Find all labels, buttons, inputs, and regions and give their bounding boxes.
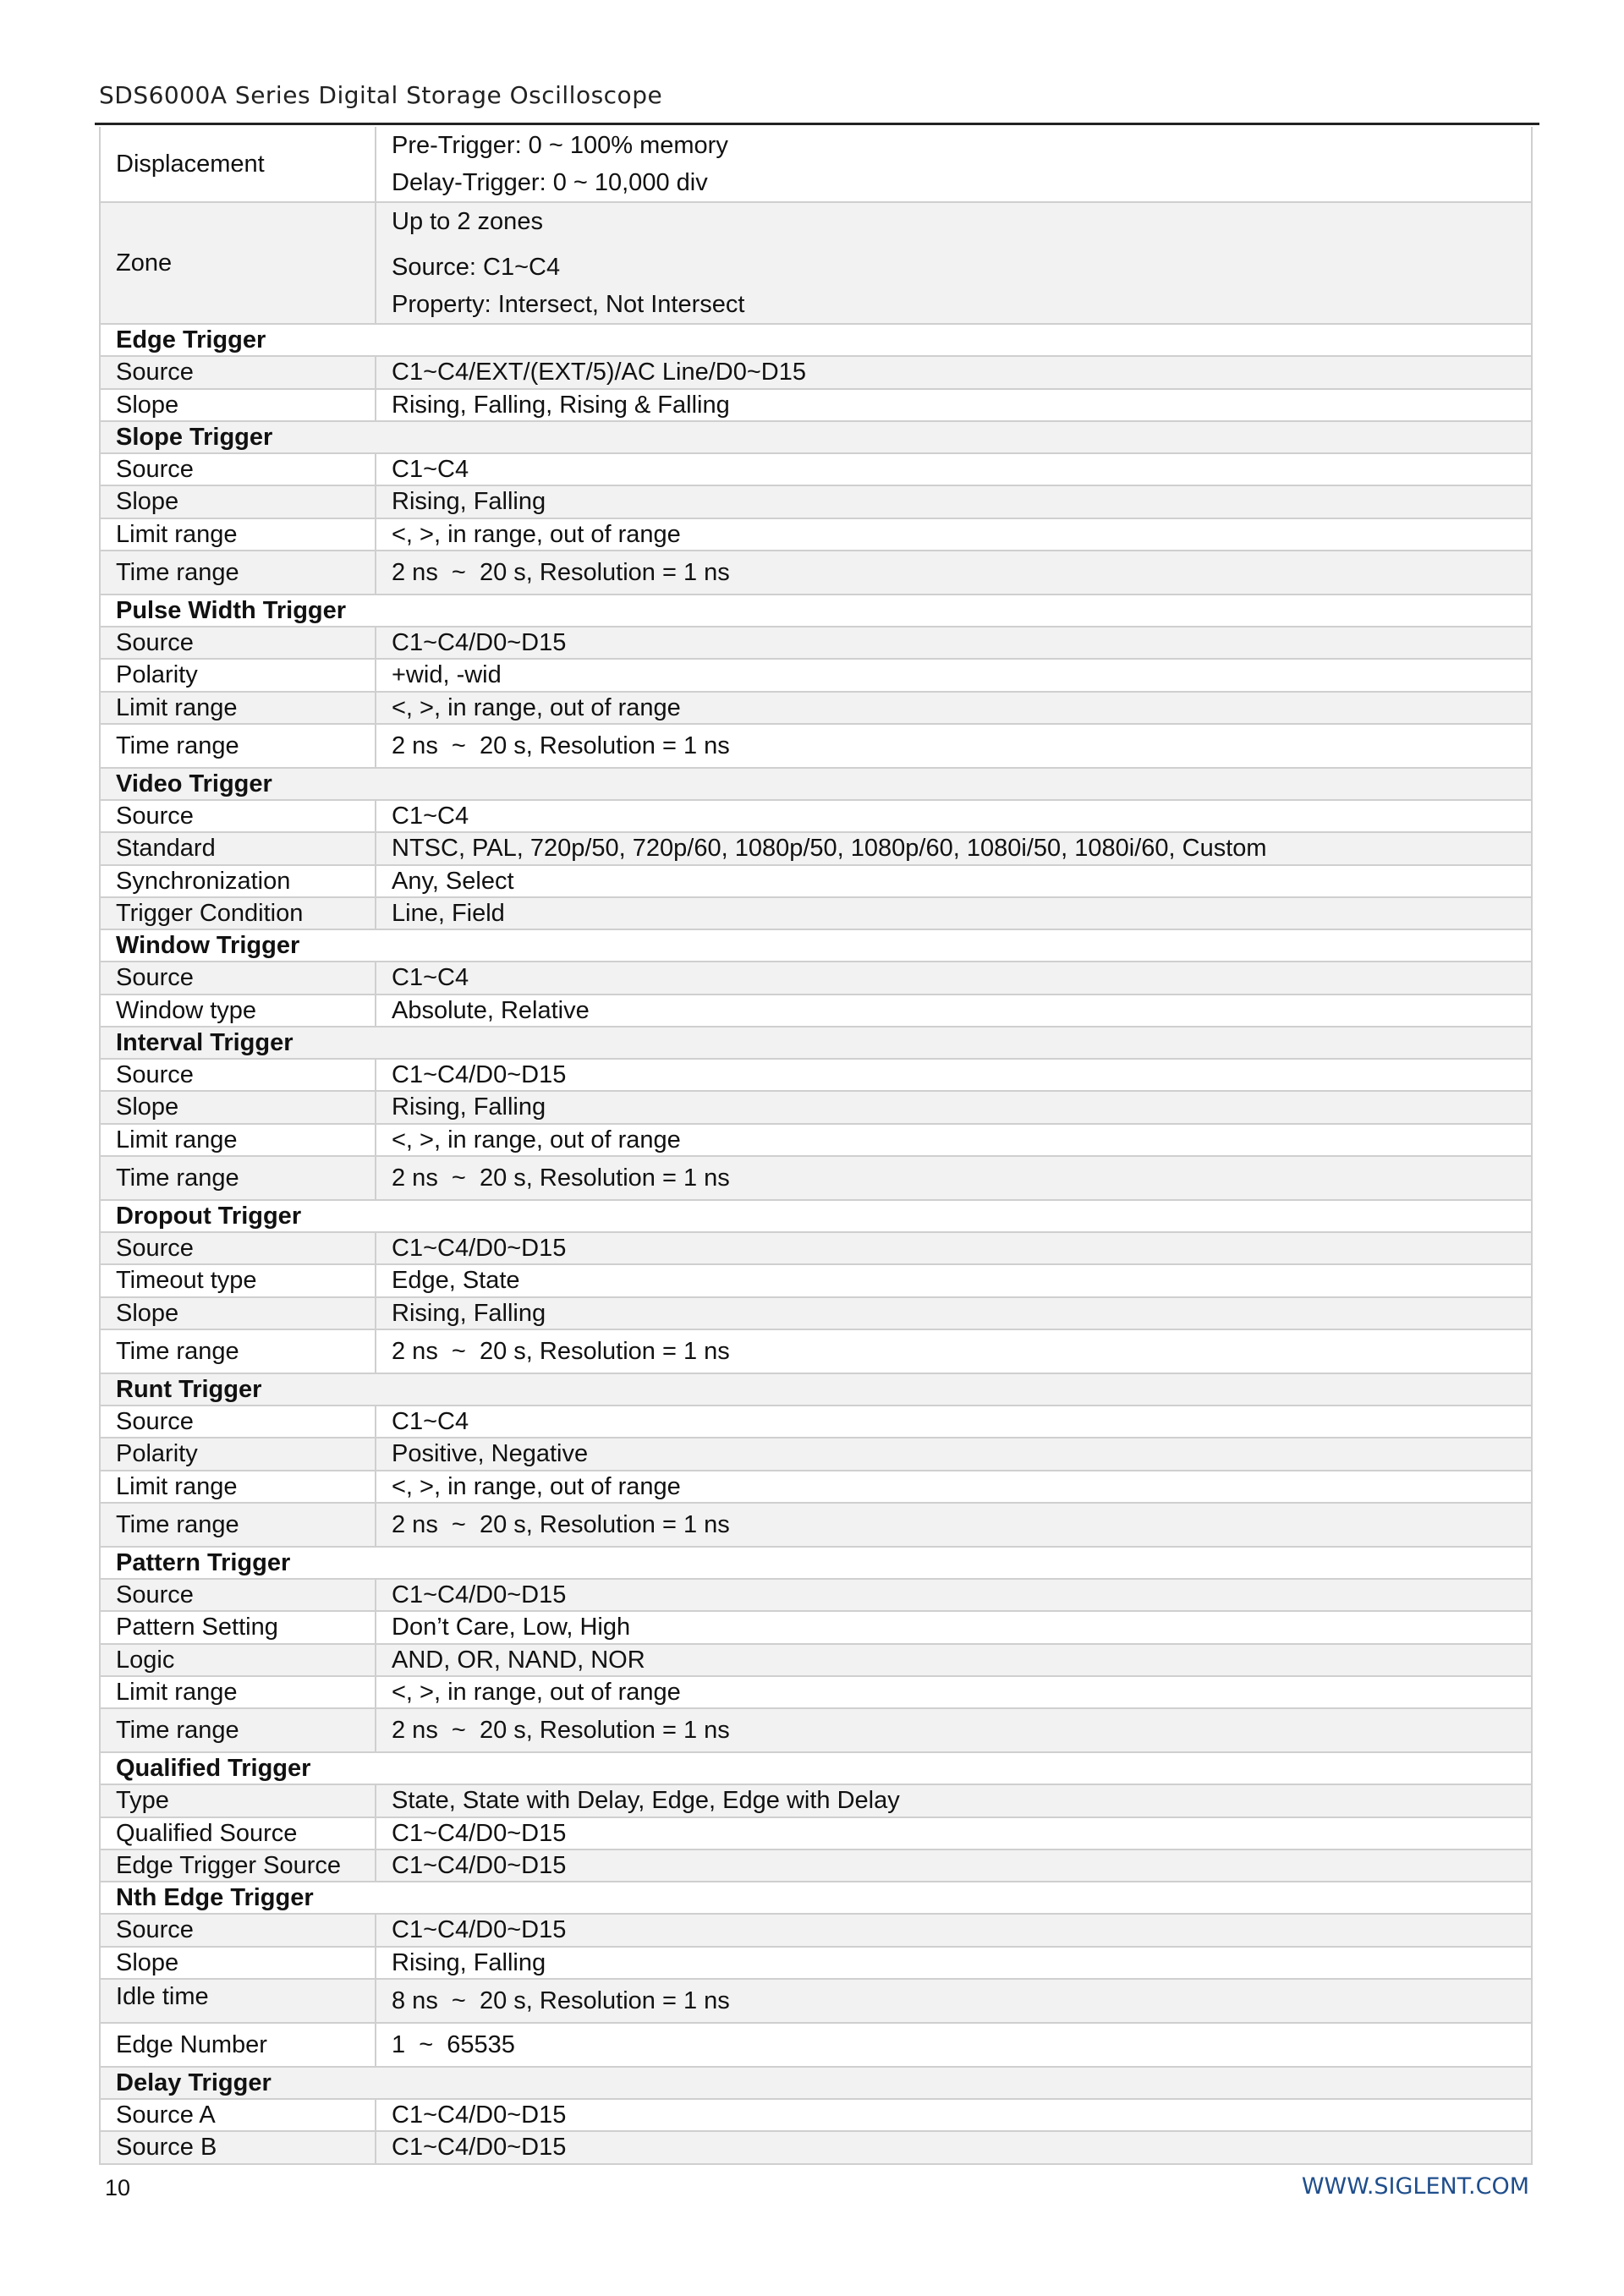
spec-table [99, 127, 1533, 2165]
row-label: Logic [100, 1644, 376, 1676]
row-label: Source [100, 1579, 376, 1611]
row-label: Source [100, 1232, 376, 1264]
row-value: Rising, Falling [376, 1297, 1532, 1329]
row-label: Time range [100, 1503, 376, 1547]
row-value: 2 ns ~ 20 s, Resolution = 1 ns [376, 1329, 1532, 1373]
row-label: Time range [100, 1329, 376, 1373]
section-header-row [100, 1373, 1532, 1406]
table-row [100, 1264, 1532, 1296]
row-value: C1~C4/D0~D15 [376, 627, 1532, 659]
row-value: C1~C4/D0~D15 [376, 1817, 1532, 1849]
section-title: Runt Trigger [100, 1373, 1532, 1406]
section-header-row [100, 768, 1532, 800]
row-label: Time range [100, 551, 376, 595]
row-label: Edge Number [100, 2023, 376, 2067]
row-value: NTSC, PAL, 720p/50, 720p/60, 1080p/50, 1080p/60, 1080i/50, 1080i/60, Custom [376, 832, 1532, 864]
row-label: Source [100, 800, 376, 832]
table-row [100, 995, 1532, 1027]
table-row [100, 659, 1532, 691]
row-value: C1~C4/D0~D15 [376, 1059, 1532, 1091]
table-row [100, 2131, 1532, 2163]
row-label: Source [100, 1406, 376, 1438]
section-header-row [100, 1027, 1532, 1059]
row-value: <, >, in range, out of range [376, 1676, 1532, 1708]
table-row [100, 1124, 1532, 1156]
row-label: Source A [100, 2099, 376, 2131]
row-label: Slope [100, 1091, 376, 1123]
row-label: Edge Trigger Source [100, 1849, 376, 1882]
row-label: Limit range [100, 518, 376, 551]
row-label: Type [100, 1784, 376, 1817]
value-line: Source: C1~C4 [392, 254, 561, 281]
table-row-displacement [100, 127, 1532, 202]
page-number: 10 [105, 2175, 131, 2200]
section-title: Interval Trigger [100, 1027, 1532, 1059]
row-value: Positive, Negative [376, 1438, 1532, 1470]
row-value: Any, Select [376, 865, 1532, 897]
row-label: Synchronization [100, 865, 376, 897]
row-value: 1 ~ 65535 [376, 2023, 1532, 2067]
row-label: Slope [100, 1297, 376, 1329]
row-value: 2 ns ~ 20 s, Resolution = 1 ns [376, 1708, 1532, 1752]
value-line: Property: Intersect, Not Intersect [392, 291, 745, 318]
section-header-row [100, 1547, 1532, 1579]
table-row [100, 453, 1532, 485]
row-value: C1~C4/D0~D15 [376, 1579, 1532, 1611]
row-value: +wid, -wid [376, 659, 1532, 691]
table-row [100, 1979, 1532, 2023]
table-row [100, 356, 1532, 388]
table-row [100, 485, 1532, 518]
row-label: Zone [100, 202, 376, 324]
row-value: 8 ns ~ 20 s, Resolution = 1 ns [376, 1979, 1532, 2023]
table-row [100, 1156, 1532, 1200]
section-header-row [100, 2067, 1532, 2099]
table-row [100, 1329, 1532, 1373]
value-line: Delay-Trigger: 0 ~ 10,000 div [392, 169, 708, 196]
row-value: C1~C4/D0~D15 [376, 2131, 1532, 2163]
row-value: <, >, in range, out of range [376, 518, 1532, 551]
section-title: Qualified Trigger [100, 1752, 1532, 1784]
row-label: Source B [100, 2131, 376, 2163]
table-row [100, 724, 1532, 768]
table-row [100, 518, 1532, 551]
table-row [100, 1438, 1532, 1470]
row-label: Source [100, 962, 376, 994]
section-header-row [100, 1882, 1532, 1914]
table-row [100, 2023, 1532, 2067]
table-row [100, 1406, 1532, 1438]
row-label: Source [100, 627, 376, 659]
row-value: C1~C4/D0~D15 [376, 2099, 1532, 2131]
row-value: <, >, in range, out of range [376, 1124, 1532, 1156]
row-label: Time range [100, 1156, 376, 1200]
row-value: C1~C4/D0~D15 [376, 1914, 1532, 1946]
row-label: Window type [100, 995, 376, 1027]
table-row [100, 1914, 1532, 1946]
table-row [100, 1817, 1532, 1849]
row-label: Slope [100, 485, 376, 518]
row-value: 2 ns ~ 20 s, Resolution = 1 ns [376, 551, 1532, 595]
row-value: C1~C4/EXT/(EXT/5)/AC Line/D0~D15 [376, 356, 1532, 388]
row-label: Timeout type [100, 1264, 376, 1296]
table-row [100, 1708, 1532, 1752]
row-value: Edge, State [376, 1264, 1532, 1296]
row-value: 2 ns ~ 20 s, Resolution = 1 ns [376, 724, 1532, 768]
section-title: Edge Trigger [100, 324, 1532, 356]
table-row-zone [100, 202, 1532, 324]
row-label: Limit range [100, 1124, 376, 1156]
table-row [100, 1503, 1532, 1547]
section-header-row [100, 1752, 1532, 1784]
row-label: Limit range [100, 1471, 376, 1503]
row-label: Displacement [100, 127, 376, 202]
table-row [100, 692, 1532, 724]
section-title: Dropout Trigger [100, 1200, 1532, 1232]
table-row [100, 1947, 1532, 1979]
row-value [376, 127, 1532, 202]
section-title: Slope Trigger [100, 421, 1532, 453]
row-label: Pattern Setting [100, 1611, 376, 1643]
section-header-row [100, 421, 1532, 453]
section-header-row [100, 929, 1532, 962]
row-label: Source [100, 356, 376, 388]
row-label: Polarity [100, 659, 376, 691]
table-row [100, 800, 1532, 832]
table-row [100, 865, 1532, 897]
section-header-row [100, 595, 1532, 627]
row-value: State, State with Delay, Edge, Edge with Delay [376, 1784, 1532, 1817]
row-value [376, 202, 1532, 324]
row-value: C1~C4 [376, 1406, 1532, 1438]
table-row [100, 627, 1532, 659]
section-header-row [100, 1200, 1532, 1232]
row-label: Source [100, 453, 376, 485]
row-label: Standard [100, 832, 376, 864]
table-row [100, 551, 1532, 595]
row-value: C1~C4 [376, 800, 1532, 832]
row-value: C1~C4 [376, 962, 1532, 994]
document-header-title: SDS6000A Series Digital Storage Oscilloscope [99, 81, 663, 109]
row-label: Limit range [100, 1676, 376, 1708]
row-label: Slope [100, 389, 376, 421]
section-header-row [100, 324, 1532, 356]
row-label: Qualified Source [100, 1817, 376, 1849]
section-title: Window Trigger [100, 929, 1532, 962]
table-row [100, 1232, 1532, 1264]
value-line: Pre-Trigger: 0 ~ 100% memory [392, 132, 728, 159]
table-row [100, 1579, 1532, 1611]
row-value: Rising, Falling [376, 1091, 1532, 1123]
header-divider [95, 123, 1539, 125]
section-title: Pattern Trigger [100, 1547, 1532, 1579]
table-row [100, 1297, 1532, 1329]
row-value: C1~C4 [376, 453, 1532, 485]
row-label: Time range [100, 724, 376, 768]
row-value: AND, OR, NAND, NOR [376, 1644, 1532, 1676]
section-title: Video Trigger [100, 768, 1532, 800]
row-value: C1~C4/D0~D15 [376, 1232, 1532, 1264]
row-value: Rising, Falling [376, 1947, 1532, 1979]
row-label: Source [100, 1059, 376, 1091]
row-value: Rising, Falling, Rising & Falling [376, 389, 1532, 421]
table-row [100, 389, 1532, 421]
table-row [100, 1091, 1532, 1123]
table-row [100, 1644, 1532, 1676]
section-title: Nth Edge Trigger [100, 1882, 1532, 1914]
table-row [100, 1676, 1532, 1708]
row-value: Don’t Care, Low, High [376, 1611, 1532, 1643]
row-label: Idle time [100, 1979, 376, 2023]
row-value: 2 ns ~ 20 s, Resolution = 1 ns [376, 1156, 1532, 1200]
table-row [100, 897, 1532, 929]
row-value: <, >, in range, out of range [376, 692, 1532, 724]
table-row [100, 1849, 1532, 1882]
table-row [100, 962, 1532, 994]
row-value: Rising, Falling [376, 485, 1532, 518]
row-value: C1~C4/D0~D15 [376, 1849, 1532, 1882]
table-row [100, 1471, 1532, 1503]
row-label: Slope [100, 1947, 376, 1979]
value-line: Up to 2 zones [392, 208, 543, 235]
table-row [100, 1611, 1532, 1643]
row-value: 2 ns ~ 20 s, Resolution = 1 ns [376, 1503, 1532, 1547]
section-title: Pulse Width Trigger [100, 595, 1532, 627]
row-value: <, >, in range, out of range [376, 1471, 1532, 1503]
section-title: Delay Trigger [100, 2067, 1532, 2099]
table-row [100, 1784, 1532, 1817]
table-row [100, 832, 1532, 864]
row-label: Trigger Condition [100, 897, 376, 929]
table-row [100, 2099, 1532, 2131]
row-label: Limit range [100, 692, 376, 724]
row-value: Absolute, Relative [376, 995, 1532, 1027]
row-value: Line, Field [376, 897, 1532, 929]
website-link[interactable]: WWW.SIGLENT.COM [1301, 2173, 1529, 2200]
row-label: Polarity [100, 1438, 376, 1470]
row-label: Source [100, 1914, 376, 1946]
row-label: Time range [100, 1708, 376, 1752]
table-row [100, 1059, 1532, 1091]
